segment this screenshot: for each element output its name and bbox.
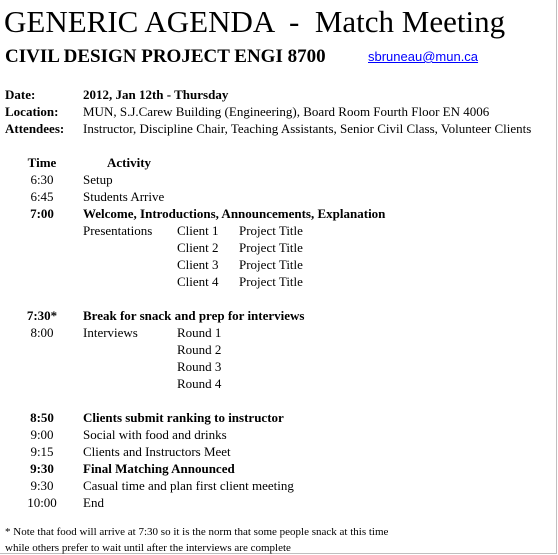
- attendees-value: Instructor, Discipline Chair, Teaching Assistants, Senior Civil Class, Volunteer Clients: [83, 121, 532, 136]
- project-title: Project Title: [239, 274, 303, 289]
- date-value: 2012, Jan 12th - Thursday: [83, 87, 229, 102]
- client-label: Client 2: [177, 240, 219, 255]
- project-title: Project Title: [239, 257, 303, 272]
- location-label: Location:: [5, 104, 59, 119]
- round-label: Round 4: [177, 376, 222, 391]
- footnote-line-2: while others prefer to wait until after the interviews are complete: [5, 542, 291, 554]
- row-activity: Setup: [83, 172, 113, 187]
- row-activity: Presentations: [83, 223, 153, 238]
- row-activity: Clients and Instructors Meet: [83, 444, 231, 459]
- row-time: 9:00: [30, 427, 54, 442]
- row-time: 7:00: [30, 206, 54, 221]
- footnote-line-1: * Note that food will arrive at 7:30 so it is the norm that some people snack at this time: [5, 526, 389, 538]
- email-link[interactable]: sbruneau@mun.ca: [368, 49, 479, 64]
- row-time: 8:00: [30, 325, 54, 340]
- row-activity: Final Matching Announced: [83, 461, 235, 476]
- time-header: Time: [27, 155, 57, 170]
- client-label: Client 3: [177, 257, 219, 272]
- row-time: 9:30: [30, 461, 54, 476]
- row-time: 10:00: [27, 495, 57, 510]
- row-activity: End: [83, 495, 104, 510]
- row-time: 9:15: [30, 444, 54, 459]
- row-time: 9:30: [30, 478, 54, 493]
- row-activity: Casual time and plan first client meeting: [83, 478, 294, 493]
- round-label: Round 1: [177, 325, 222, 340]
- row-activity: Interviews: [83, 325, 138, 340]
- attendees-label: Attendees:: [5, 121, 65, 136]
- client-label: Client 4: [177, 274, 219, 289]
- project-title: Project Title: [239, 240, 303, 255]
- round-label: Round 3: [177, 359, 222, 374]
- course-subtitle: CIVIL DESIGN PROJECT ENGI 8700: [5, 46, 326, 67]
- row-activity: Clients submit ranking to instructor: [83, 410, 284, 425]
- row-activity: Social with food and drinks: [83, 427, 227, 442]
- row-time: 6:45: [30, 189, 54, 204]
- row-time: 6:30: [30, 172, 54, 187]
- round-label: Round 2: [177, 342, 222, 357]
- row-activity: Students Arrive: [83, 189, 165, 204]
- activity-header: Activity: [107, 155, 152, 170]
- client-label: Client 1: [177, 223, 219, 238]
- row-time: 8:50: [30, 410, 54, 425]
- row-activity: Welcome, Introductions, Announcements, Explanation: [83, 206, 386, 221]
- row-time: 7:30*: [26, 308, 58, 323]
- date-label: Date:: [5, 87, 36, 102]
- row-activity: Break for snack and prep for interviews: [83, 308, 305, 323]
- page-title: GENERIC AGENDA - Match Meeting: [4, 4, 506, 39]
- location-value: MUN, S.J.Carew Building (Engineering), Board Room Fourth Floor EN 4006: [83, 104, 490, 119]
- project-title: Project Title: [239, 223, 303, 238]
